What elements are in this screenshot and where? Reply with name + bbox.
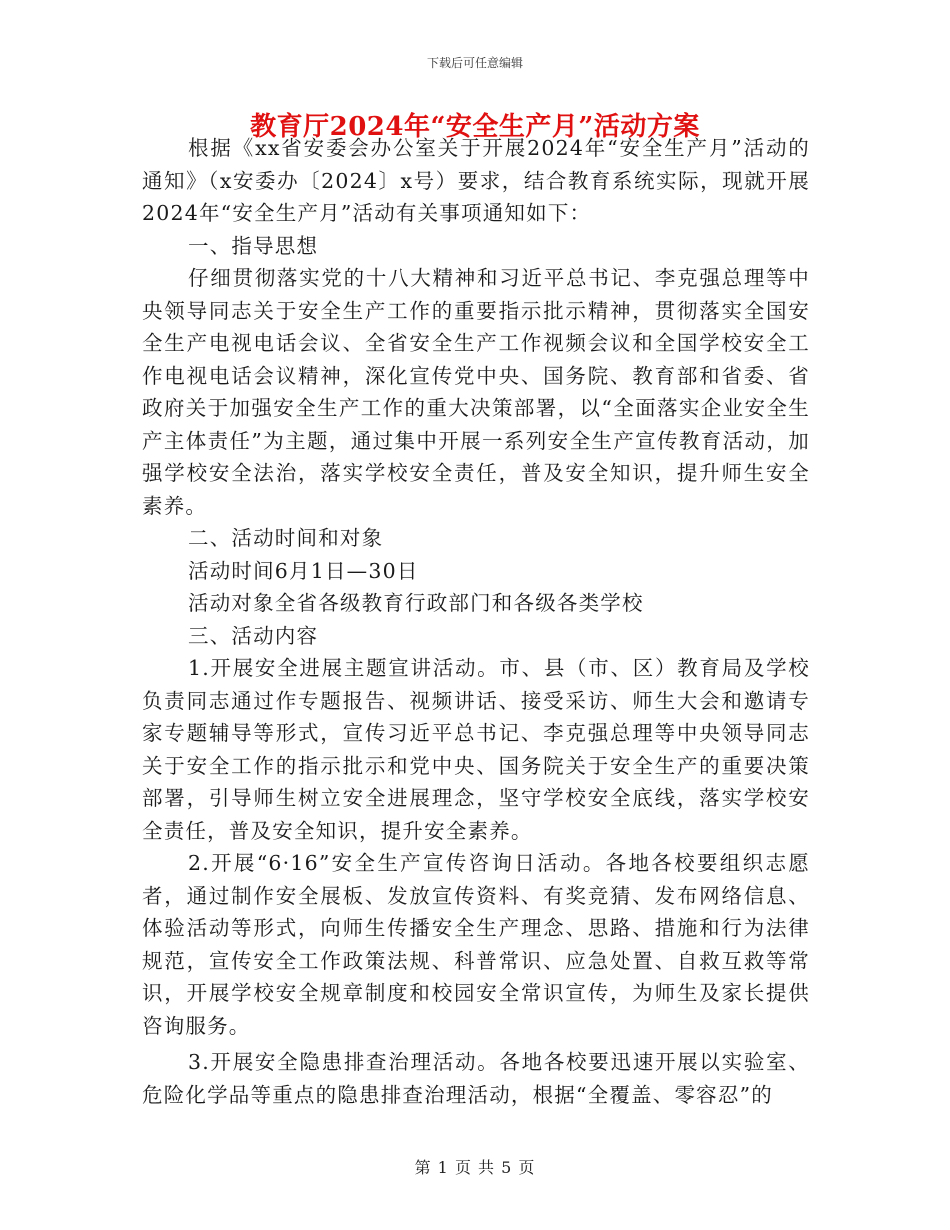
content-item-1: 1.开展安全进展主题宣讲活动。市、县（市、区）教育局及学校负责同志通过作专题报告、视频讲话、接受采访、师生大会和邀请专家专题辅导等形式，宣传习近平总书记、李克强总理等中央领导同志关于安全工作的指示批示和党中央、国务院关于安全生产的重要决策部署，引导师生树立安全进展理念，坚守学校安全底线，落实学校安全责任，普及安全知识，提升安全素养。 [142,656,810,843]
section-heading-content: 三、活动内容 [188,623,319,648]
section-heading-time-and-target: 二、活动时间和对象 [188,526,384,550]
section-heading-guiding-thought: 一、指导思想 [188,233,319,258]
document-body [142,132,810,1111]
page-header-note: 下载后可任意编辑 [426,56,523,70]
content-item-3: 3.开展安全隐患排查治理活动。各地各校要迅速开展以实验室、危险化学品等重点的隐患排查治理活动，根据“全覆盖、零容忍”的 [142,1050,810,1107]
activity-target-line: 活动对象全省各级教育行政部门和各级各类学校 [188,591,644,615]
intro-paragraph: 根据《xx省安委会办公室关于开展2024年“安全生产月”活动的通知》（x安委办〔2024〕x号）要求，结合教育系统实际，现就开展2024年“安全生产月”活动有关事项通知如下： [142,136,810,225]
activity-time-line: 活动时间6月1日—30日 [188,558,419,583]
document-title: 教育厅2024年“安全生产月”活动方案 [250,112,700,142]
content-item-2: 2.开展“6·16”安全生产宣传咨询日活动。各地各校要组织志愿者，通过制作安全展板、发放宣传资料、有奖竞猜、发布网络信息、体验活动等形式，向师生传播安全生产理念、思路、措施和行为法律规范，宣传安全工作政策法规、科普常识、应急处置、自救互救等常识，开展学校安全规章制度和校园安全常识宣传，为师生及家长提供咨询服务。 [142,851,810,1038]
page-footer: 第 1 页 共 5 页 [414,1158,536,1177]
guiding-thought-paragraph: 仔细贯彻落实党的十八大精神和习近平总书记、李克强总理等中央领导同志关于安全生产工作的重要指示批示精神，贯彻落实全国安全生产电视电话会议、全省安全生产工作视频会议和全国学校安全工作电视电话会议精神，深化宣传党中央、国务院、教育部和省委、省政府关于加强安全生产工作的重大决策部署，以“全面落实企业安全生产主体责任”为主题，通过集中开展一系列安全生产宣传教育活动，加强学校安全法治，落实学校安全责任，普及安全知识，提升师生安全素养。 [142,266,810,518]
